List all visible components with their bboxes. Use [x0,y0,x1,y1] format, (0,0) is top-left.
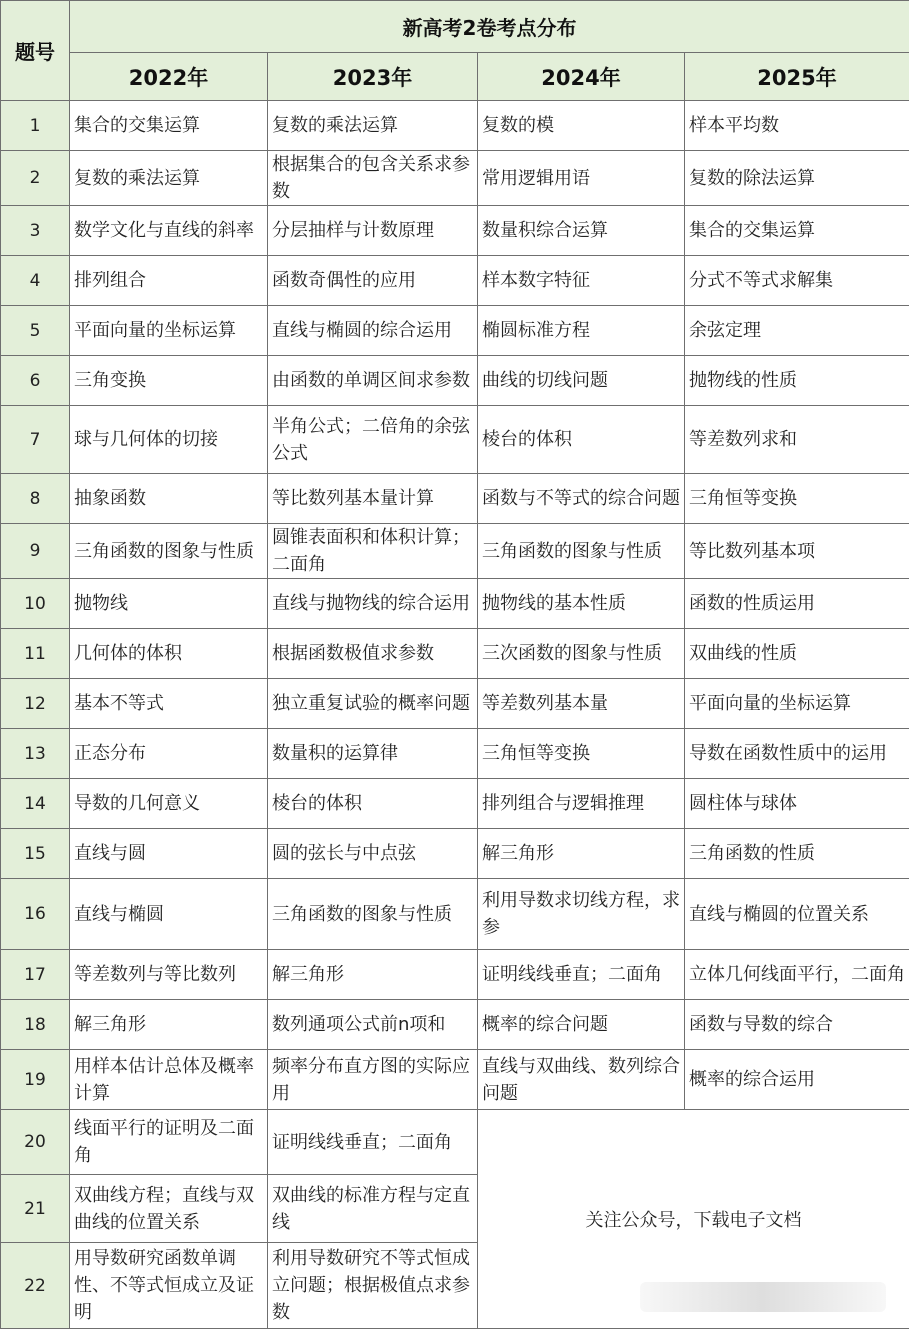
topic-2024: 样本数字特征 [478,256,685,306]
table-row [1,729,909,779]
topic-2022: 数学文化与直线的斜率 [70,206,268,256]
year-header-2024: 2024年 [478,53,685,101]
question-number: 22 [1,1243,70,1329]
table-row [1,206,909,256]
table-title: 新高考2卷考点分布 [70,1,909,53]
table-row [1,356,909,406]
topic-2024: 利用导数求切线方程，求参 [478,879,685,950]
topic-2024: 棱台的体积 [478,406,685,474]
topic-2025: 集合的交集运算 [685,206,909,256]
question-number: 20 [1,1110,70,1175]
table-row [1,1000,909,1050]
topic-2024: 常用逻辑用语 [478,151,685,206]
topic-2023: 等比数列基本量计算 [268,474,478,524]
topic-2023: 直线与抛物线的综合运用 [268,579,478,629]
topic-2024: 三次函数的图象与性质 [478,629,685,679]
topic-2024: 曲线的切线问题 [478,356,685,406]
topic-2023: 数列通项公式前n项和 [268,1000,478,1050]
topic-2024: 椭圆标准方程 [478,306,685,356]
topic-2023: 圆的弦长与中点弦 [268,829,478,879]
topic-2025: 三角恒等变换 [685,474,909,524]
topic-2025: 双曲线的性质 [685,629,909,679]
topic-2022: 双曲线方程；直线与双曲线的位置关系 [70,1175,268,1243]
table-row [1,306,909,356]
question-number: 15 [1,829,70,879]
topic-2022: 球与几何体的切接 [70,406,268,474]
question-number: 2 [1,151,70,206]
topic-2022: 排列组合 [70,256,268,306]
topic-2023: 独立重复试验的概率问题 [268,679,478,729]
table-row [1,679,909,729]
topic-2025: 函数的性质运用 [685,579,909,629]
question-number: 8 [1,474,70,524]
table-row [1,474,909,524]
question-number: 19 [1,1050,70,1110]
topic-2022: 复数的乘法运算 [70,151,268,206]
topic-2023: 直线与椭圆的综合运用 [268,306,478,356]
question-number: 17 [1,950,70,1000]
topic-2023: 证明线线垂直；二面角 [268,1110,478,1175]
question-number: 12 [1,679,70,729]
question-number: 18 [1,1000,70,1050]
topic-2024: 数量积综合运算 [478,206,685,256]
topic-2022: 抛物线 [70,579,268,629]
topic-2022: 直线与椭圆 [70,879,268,950]
topic-2025: 概率的综合运用 [685,1050,909,1110]
year-header-2022: 2022年 [70,53,268,101]
topic-2025: 分式不等式求解集 [685,256,909,306]
topic-2022: 集合的交集运算 [70,101,268,151]
topic-2024: 解三角形 [478,829,685,879]
question-number: 14 [1,779,70,829]
topic-2025: 等比数列基本项 [685,524,909,579]
topic-2023: 根据集合的包含关系求参数 [268,151,478,206]
table-row [1,779,909,829]
topic-2024: 复数的模 [478,101,685,151]
table-row [1,1050,909,1110]
table-row [1,950,909,1000]
table-row [1,579,909,629]
topic-2022: 抽象函数 [70,474,268,524]
topic-2022: 导数的几何意义 [70,779,268,829]
topic-2024: 证明线线垂直；二面角 [478,950,685,1000]
topic-2023: 由函数的单调区间求参数 [268,356,478,406]
table-row [1,524,909,579]
topic-2022: 等差数列与等比数列 [70,950,268,1000]
topic-2024: 函数与不等式的综合问题 [478,474,685,524]
topic-2022: 直线与圆 [70,829,268,879]
topic-2022: 用导数研究函数单调性、不等式恒成立及证明 [70,1243,268,1329]
topic-2025: 复数的除法运算 [685,151,909,206]
question-number: 5 [1,306,70,356]
table-row [1,406,909,474]
topic-2024: 排列组合与逻辑推理 [478,779,685,829]
topic-2024: 等差数列基本量 [478,679,685,729]
question-number: 21 [1,1175,70,1243]
year-header-2025: 2025年 [685,53,909,101]
table-row [1,879,909,950]
table-row [1,1110,909,1175]
topic-2023: 复数的乘法运算 [268,101,478,151]
topic-2023: 利用导数研究不等式恒成立问题；根据极值点求参数 [268,1243,478,1329]
topic-2025: 样本平均数 [685,101,909,151]
topic-2025: 导数在函数性质中的运用 [685,729,909,779]
table-body [1,101,909,1329]
merged-note: 关注公众号，下载电子文档 [478,1110,909,1329]
table-row [1,629,909,679]
topic-2025: 抛物线的性质 [685,356,909,406]
topic-2025: 立体几何线面平行，二面角 [685,950,909,1000]
question-number: 6 [1,356,70,406]
topic-2023: 频率分布直方图的实际应用 [268,1050,478,1110]
question-number: 7 [1,406,70,474]
topic-2022: 基本不等式 [70,679,268,729]
topic-2023: 棱台的体积 [268,779,478,829]
topic-2023: 圆锥表面积和体积计算；二面角 [268,524,478,579]
topic-2023: 函数奇偶性的应用 [268,256,478,306]
topic-2022: 几何体的体积 [70,629,268,679]
topic-2023: 解三角形 [268,950,478,1000]
topic-2025: 圆柱体与球体 [685,779,909,829]
topic-2024: 三角恒等变换 [478,729,685,779]
question-number: 10 [1,579,70,629]
topic-2022: 用样本估计总体及概率计算 [70,1050,268,1110]
question-number: 13 [1,729,70,779]
topic-2024: 概率的综合问题 [478,1000,685,1050]
topic-2025: 直线与椭圆的位置关系 [685,879,909,950]
table-row [1,101,909,151]
question-number: 3 [1,206,70,256]
topic-2024: 三角函数的图象与性质 [478,524,685,579]
topic-2023: 分层抽样与计数原理 [268,206,478,256]
question-number: 9 [1,524,70,579]
topic-2022: 正态分布 [70,729,268,779]
question-number-header: 题号 [1,1,70,101]
topic-2025: 三角函数的性质 [685,829,909,879]
topic-2024: 直线与双曲线、数列综合问题 [478,1050,685,1110]
topic-2025: 余弦定理 [685,306,909,356]
watermark-bar [640,1282,886,1312]
question-number: 16 [1,879,70,950]
topic-2022: 线面平行的证明及二面角 [70,1110,268,1175]
topic-2022: 三角函数的图象与性质 [70,524,268,579]
year-header-2023: 2023年 [268,53,478,101]
question-number: 11 [1,629,70,679]
question-number: 1 [1,101,70,151]
topic-2023: 三角函数的图象与性质 [268,879,478,950]
table-row [1,256,909,306]
topic-2023: 双曲线的标准方程与定直线 [268,1175,478,1243]
topic-2022: 解三角形 [70,1000,268,1050]
topic-2023: 半角公式；二倍角的余弦公式 [268,406,478,474]
topic-2024: 抛物线的基本性质 [478,579,685,629]
topic-2022: 三角变换 [70,356,268,406]
topic-2022: 平面向量的坐标运算 [70,306,268,356]
table-row [1,829,909,879]
question-number: 4 [1,256,70,306]
topic-2025: 函数与导数的综合 [685,1000,909,1050]
table-row [1,151,909,206]
topic-2023: 根据函数极值求参数 [268,629,478,679]
topic-2025: 等差数列求和 [685,406,909,474]
topic-2025: 平面向量的坐标运算 [685,679,909,729]
topic-2023: 数量积的运算律 [268,729,478,779]
